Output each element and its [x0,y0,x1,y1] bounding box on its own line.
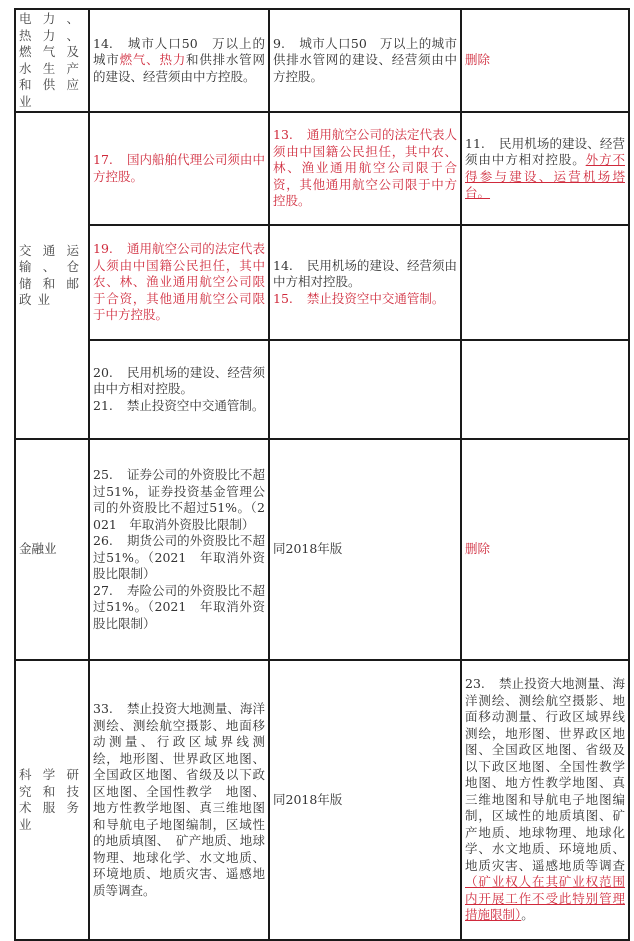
item-text: 证券公司的外资股比不超过51%，证券投资基金管理公司的外资股比不超过51%。（2021 年取消外资股比限制） [93,467,265,532]
table-row-transport-2 [15,225,629,340]
item-number: 27. [93,582,113,598]
change-cell: 删除 [461,439,629,660]
item-text: 城市人口50 万以上的城市供排水管网的建设、经营须由中方控股。 [273,35,457,84]
list-2018-cell [89,225,269,340]
item-text-tail: 。 [521,907,534,923]
list-item [273,258,457,291]
list-item [93,583,265,633]
table-row-power [15,9,629,112]
item-text: 禁止投资大地测量、海洋测绘、测绘航空摄影、地面移动测量、行政区域界线测绘，地形图、世界政区地图、全国政区地图、省级及以下政区地图、全国性教学地图、地方性教学地图、真三维地图和导航电子地图编制，区域性的地质填图、矿产地质、地球物理、地球化学、水文地质、环境地质、地质灾害、遥感地质等调查 [465,676,625,873]
item-number: 17. [93,152,113,167]
sector-cell: 电力、热力、燃气及水生产和供应业 [15,9,89,112]
change-cell: 删除 [461,9,629,112]
item-number: 13. [273,127,293,143]
item-text: 民用机场的建设、经营须由中方相对控股。 [465,135,625,167]
sector-cell: 金融业 [15,439,89,660]
item-text: 和供排水管网的建设、经营须由中方控股。 [93,52,265,84]
item-text: 期货公司的外资股比不超过51%。（2021 年取消外资股比限制） [93,533,265,581]
list-2019-cell: 同2018年版 [269,439,461,660]
list-item [273,291,457,308]
item-text: 通用航空公司的法定代表人须由中国籍公民担任，其中农、林、渔业通用航空公司限于合资，其他通用航空公司限于中方控股。 [273,127,457,209]
negative-list-comparison-table [14,8,630,941]
sector-cell: 科学研究和技术服务业 [15,660,89,940]
change-cell [461,112,629,225]
item-text: 国内船舶代理公司须由中方控股。 [93,152,265,184]
item-number: 11. [465,135,485,151]
list-item [93,398,265,415]
table-row-science [15,660,629,940]
list-2018-cell [89,340,269,439]
change-cell [461,225,629,340]
list-2019-cell [269,112,461,225]
item-number: 9. [273,35,285,51]
item-number: 33. [93,701,113,716]
item-text: 禁止投资空中交通管制。 [126,397,265,413]
item-text: 寿险公司的外资股比不超过51%。（2021 年取消外资股比限制） [93,582,265,631]
item-number: 15. [273,290,293,306]
list-2019-cell: 同2018年版 [269,660,461,940]
list-item [93,533,265,583]
item-number: 14. [93,35,113,51]
item-number: 19. [93,241,113,257]
item-text: 通用航空公司的法定代表人须由中国籍公民担任，其中农、林、渔业通用航空公司限于合资，其他通用航空公司限于中方控股。 [93,241,265,323]
item-number: 26. [93,533,113,548]
table-row-transport-1 [15,112,629,225]
item-text: 禁止投资空中交通管制。 [306,290,445,306]
sector-cell: 交通运输、仓储和邮政业 [15,112,89,439]
item-number: 21. [93,397,113,413]
item-number: 25. [93,467,113,482]
item-text: 禁止投资大地测量、海洋测绘、测绘航空摄影、地面移动测量、行政区域界线测 绘，地形图、世界政区地图、全国政区地图、省级及以下政区地图、全国性教学 地图、地方性教学地图、真三维地图和导航电子地图编制，区域性的地质填图、 矿产地质、地球物理、地球化学、水文地质、环境地质、地质灾害、遥感地质等调查。 [93,701,278,898]
list-2019-cell [269,225,461,340]
table-row-finance [15,439,629,660]
item-text: 城市人口50 万以上的城市 [93,35,265,68]
added-text: 外方不得参与建设、运营机场塔台。 [465,152,625,200]
list-2018-cell [89,439,269,660]
item-number: 20. [93,364,113,380]
item-number: 14. [273,257,293,273]
change-cell [461,340,629,439]
change-cell [461,660,629,940]
added-text: 燃气、热力 [119,52,187,68]
list-2019-cell [269,340,461,439]
list-2018-cell [89,112,269,225]
list-2018-cell [89,9,269,112]
added-text: （矿业权人在其矿业权范围内开展工作不受此特别管理措施限制） [465,874,625,923]
item-text: 民用机场的建设、经营须由中方相对控股。 [93,364,265,397]
table-row-transport-3 [15,340,629,439]
list-2018-cell [89,660,278,940]
list-2019-cell [269,9,461,112]
item-text: 民用机场的建设、经营须由中方相对控股。 [273,257,457,290]
item-number: 23. [465,676,485,692]
list-item [93,365,265,398]
list-item [93,467,265,533]
